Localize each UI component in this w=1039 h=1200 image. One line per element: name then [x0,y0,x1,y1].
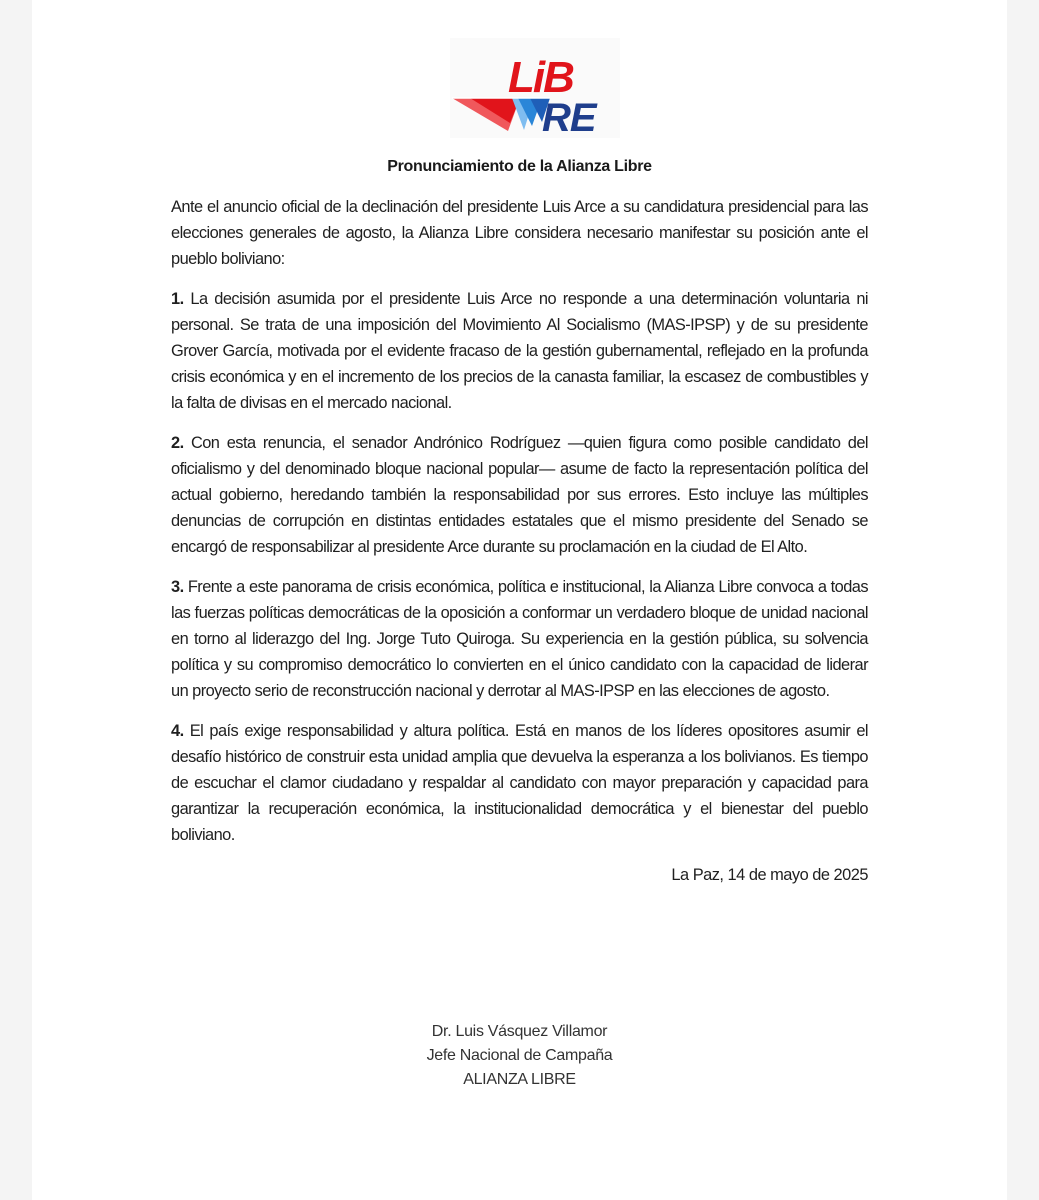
logo-text-lib: LiB [508,53,573,102]
signature-block [32,1020,1007,1092]
point-number: 1. [171,290,184,308]
libre-logo-icon [450,38,620,138]
signatory-name: Dr. Luis Vásquez Villamor [431,1023,608,1040]
point-text: El país exige responsabilidad y altura política. Está en manos de los líderes opositores asumir el desafío histórico de construir esta unidad amplia que devuelva la esperanza a los bolivianos. Es tiempo de escuchar el clamor ciudadano y respaldar al candidato con mayor preparación y capacidad para garantizar la recuperación económica, la institucionalidad democrática y el bienestar del pueblo boliviano. [171,722,868,844]
intro-paragraph: Ante el anuncio oficial de la declinación del presidente Luis Arce a su candidatura presidencial para las elecciones generales de agosto, la Alianza Libre considera necesario manifestar su posición ante el pueblo boliviano: [171,198,868,268]
point-text: Con esta renuncia, el senador Andrónico Rodríguez —quien figura como posible candidato del oficialismo y del denominado bloque nacional popular— asume de facto la representación política del actual gobierno, heredando también la responsabilidad por sus errores. Esto incluye las múltiples denuncias de corrupción en distintas entidades estatales que el mismo presidente del Senado se encargó de responsabilizar al presidente Arce durante su proclamación en la ciudad de El Alto. [171,434,868,556]
point-3 [171,574,868,704]
point-1 [171,286,868,416]
point-text: La decisión asumida por el presidente Luis Arce no responde a una determinación voluntaria ni personal. Se trata de una imposición del Movimiento Al Socialismo (MAS-IPSP) y de su presidente Grover García, motivada por el evidente fracaso de la gestión gubernamental, reflejado en la profunda crisis económica y en el incremento de los precios de la canasta familiar, la escasez de combustibles y la falta de divisas en el mercado nacional. [171,290,868,412]
point-number: 2. [171,434,184,452]
point-number: 3. [171,578,184,596]
document-date: La Paz, 14 de mayo de 2025 [671,866,868,884]
point-number: 4. [171,722,184,740]
point-text: Frente a este panorama de crisis económica, política e institucional, la Alianza Libre convoca a todas las fuerzas políticas democráticas de la oposición a conformar un verdadero bloque de unidad nacional en torno al liderazgo del Ing. Jorge Tuto Quiroga. Su experiencia en la gestión pública, su solvencia política y su compromiso democrático lo convierten en el único candidato con la capacidad de liderar un proyecto serio de reconstrucción nacional y derrotar al MAS-IPSP en las elecciones de agosto. [171,578,869,700]
libre-logo [450,38,620,138]
document-body [171,154,868,888]
point-2 [171,430,868,560]
signatory-role: Jefe Nacional de Campaña [426,1047,613,1064]
document-title: Pronunciamiento de la Alianza Libre [387,158,652,175]
point-4 [171,718,868,848]
signatory-organization: ALIANZA LIBRE [463,1071,576,1088]
logo-text-re: RE [542,96,596,138]
